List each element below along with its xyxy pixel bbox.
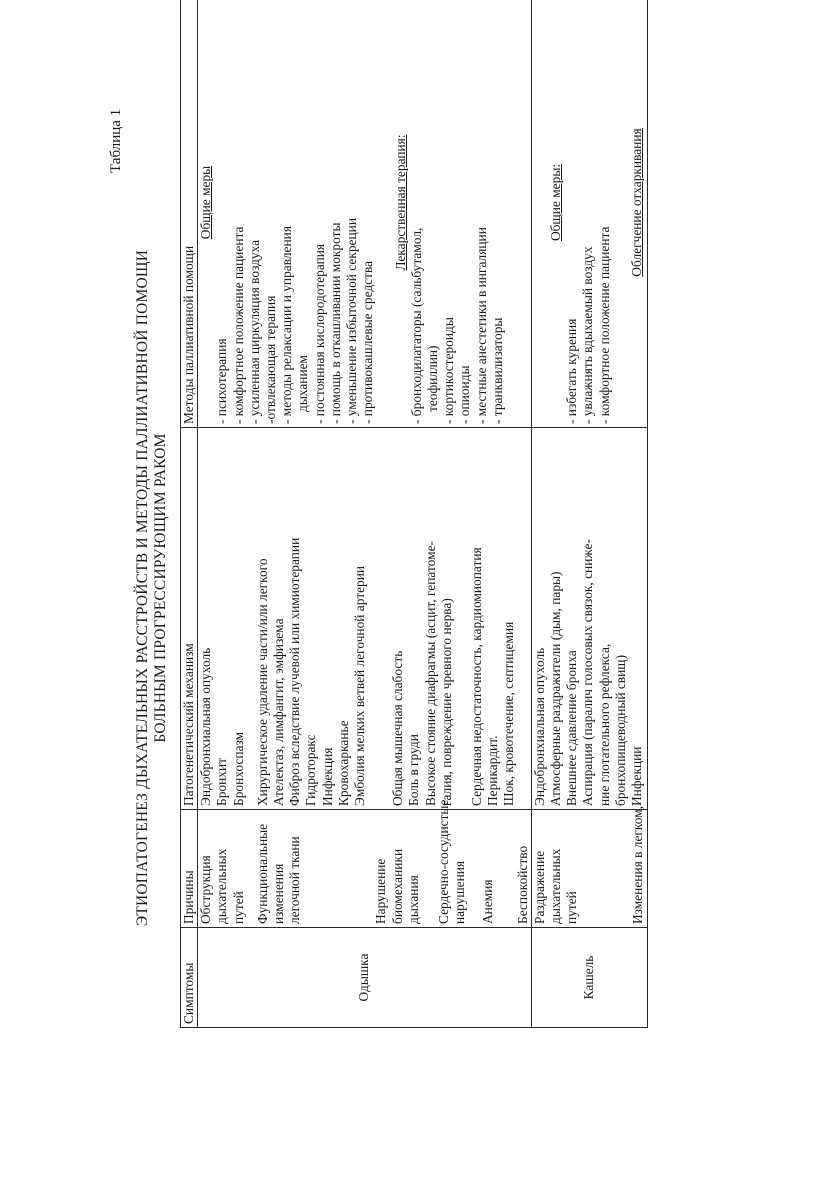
method-line: теофиллин) <box>425 345 441 412</box>
mechanisms-cough <box>531 428 647 810</box>
cause-line: Анемия <box>480 879 496 924</box>
cause-line: нарушения <box>452 860 468 924</box>
cause-line: легочной ткани <box>287 836 303 924</box>
method-line: - комфортное положение пациента <box>596 226 612 424</box>
cause-lung-changes <box>630 805 646 924</box>
method-line: - кортикостероиды <box>441 317 457 424</box>
methods-dyspnea <box>198 0 532 428</box>
mechanism-line: Эндобронхиальная опухоль <box>198 647 214 806</box>
document-title-line2: БОЛЬНЫМ ПРОГРЕССИРУЮЩИМ РАКОМ <box>152 433 169 743</box>
method-line: -отвлекающая терапия <box>263 295 279 424</box>
cause-functional-changes <box>255 813 304 924</box>
mechanism-line: Общая мышечная слабость <box>390 650 406 806</box>
cause-line: биомеханики <box>389 848 405 924</box>
mechanism-line: Перикардит. <box>485 735 501 806</box>
header-symptoms: Симптомы <box>181 928 198 1028</box>
mechanism-group-cardiovascular <box>469 431 518 806</box>
cause-line: дыхательных <box>548 848 564 924</box>
header-methods: Методы паллиативной помощи <box>181 0 198 428</box>
cause-biomechanics <box>373 813 422 924</box>
method-line: - психотерапия <box>214 338 230 424</box>
method-line: дыханием <box>295 354 311 412</box>
cough-general-heading: Общие меры: <box>548 163 564 242</box>
cause-line: дыхания <box>405 875 421 924</box>
mechanism-line: Ателектаз, лимфангит, эмфизема <box>271 618 287 806</box>
mechanism-line: Сердечная недостаточность, кардиомиопатия <box>469 547 485 806</box>
drug-therapy-heading: Лекарственная терапия: <box>392 134 408 271</box>
cause-line: Функциональные <box>254 823 270 924</box>
cause-line: изменения <box>271 863 287 924</box>
cause-line: путей <box>564 891 580 924</box>
cause-line: Обструкция <box>198 855 214 924</box>
table-row-dyspnea <box>198 0 532 1028</box>
mechanism-group-obstruction <box>198 431 247 806</box>
mechanism-line: Атмосферные раздражители (дым, пары) <box>548 571 564 806</box>
header-causes: Причины <box>181 810 198 928</box>
mechanism-line: бронхопищеводный свищ) <box>612 654 628 806</box>
mechanism-line: Инфекция <box>319 747 335 806</box>
mechanism-line: Гидроторакс <box>303 734 319 806</box>
mechanism-group-functional <box>255 431 368 806</box>
cause-line: Беспокойство <box>514 845 530 924</box>
cause-line: Раздражение <box>531 850 547 924</box>
cause-airway-irritation <box>532 813 581 924</box>
method-line: - уменьшение избыточной секреции <box>344 218 360 424</box>
mechanism-line: Боль в груди <box>406 734 422 806</box>
cause-line: Изменения в легком, <box>630 805 646 924</box>
spacer <box>376 0 392 424</box>
method-line: - бронходилататоры (сальбутамол, <box>408 227 424 424</box>
mechanism-line: Хирургическое удаление части/или легкого <box>254 558 270 806</box>
mechanism-line: Внешнее сдавление бронха <box>564 650 580 806</box>
method-line: - постоянная кислородотерапия <box>311 243 327 424</box>
cause-airway-obstruction <box>198 813 247 924</box>
cause-line: Нарушение <box>373 858 389 924</box>
mechanism-line: Бронхит <box>214 758 230 806</box>
mechanism-line: Фиброз вследствие лучевой или химиотерапии <box>287 537 303 806</box>
cause-line: Сердечно-сосудистые <box>436 799 452 924</box>
table-row-cough <box>531 0 647 1028</box>
symptom-cough: Кашель <box>531 928 647 1028</box>
expectoration-relief-heading: Облегчение отхаркивания <box>629 128 645 277</box>
causes-dyspnea <box>198 799 532 928</box>
mechanism-line: Инфекции <box>629 746 645 806</box>
table-number: Таблица 1 <box>108 108 124 173</box>
header-mechanism: Патогенетический механизм <box>181 428 198 810</box>
mechanism-line: Эмболия мелких ветвей легочной артерии <box>352 565 368 806</box>
causes-cough <box>531 805 647 928</box>
symptom-dyspnea: Одышка <box>198 928 532 1028</box>
cause-anemia <box>480 813 496 924</box>
spacer <box>532 0 548 424</box>
cause-cardiovascular <box>436 799 468 924</box>
table-header-row <box>181 0 198 1028</box>
methods-cough <box>531 0 647 428</box>
method-line: - местные анестетики в ингаляции <box>473 227 489 424</box>
mechanism-line: Кровохарканье <box>335 720 351 806</box>
mechanism-line: Аспирация (паралич голосовых связок, сниже- <box>580 539 596 806</box>
spacer <box>613 0 629 424</box>
method-line: - избегать курения <box>564 318 580 424</box>
method-line: - увлажнять вдыхаемый воздух <box>580 246 596 424</box>
general-measures-heading: Общие меры <box>198 165 214 240</box>
cause-line: дыхательных <box>214 848 230 924</box>
method-line: - помощь в откашливании мокроты <box>327 222 343 424</box>
mechanism-line: галия, повреждение чревного нерва) <box>438 598 454 806</box>
method-line: - опиоиды <box>457 365 473 424</box>
cause-line: путей <box>230 891 246 924</box>
mechanism-line: Эндобронхиальная опухоль <box>531 647 547 806</box>
mechanism-group-biomechanics <box>390 431 455 806</box>
method-line: - усиленная циркуляция воздуха <box>246 239 262 424</box>
mechanisms-dyspnea <box>198 428 532 810</box>
cause-anxiety <box>515 813 531 924</box>
etiopathogenesis-table <box>180 0 648 1028</box>
document-title-line1: ЭТИОПАТОГЕНЕЗ ДЫХАТЕЛЬНЫХ РАССТРОЙСТВ И МЕТОДЫ ПАЛЛИАТИВНОЙ ПОМОЩИ <box>134 249 151 927</box>
mechanism-line: ние глотательного рефлекса, <box>596 643 612 806</box>
method-line: - комфортное положение пациента <box>230 226 246 424</box>
method-line: - методы релаксации и управления <box>279 226 295 424</box>
method-line: - противокашлевые средства <box>360 260 376 424</box>
mechanism-line: Высокое стояние диафрагмы (асцит, гепатоме- <box>422 541 438 806</box>
mechanism-line: Бронхоспазм <box>230 731 246 806</box>
mechanism-line: Шок, кровотечение, септицемия <box>501 621 517 806</box>
method-line: - транквилизаторы <box>489 317 505 424</box>
